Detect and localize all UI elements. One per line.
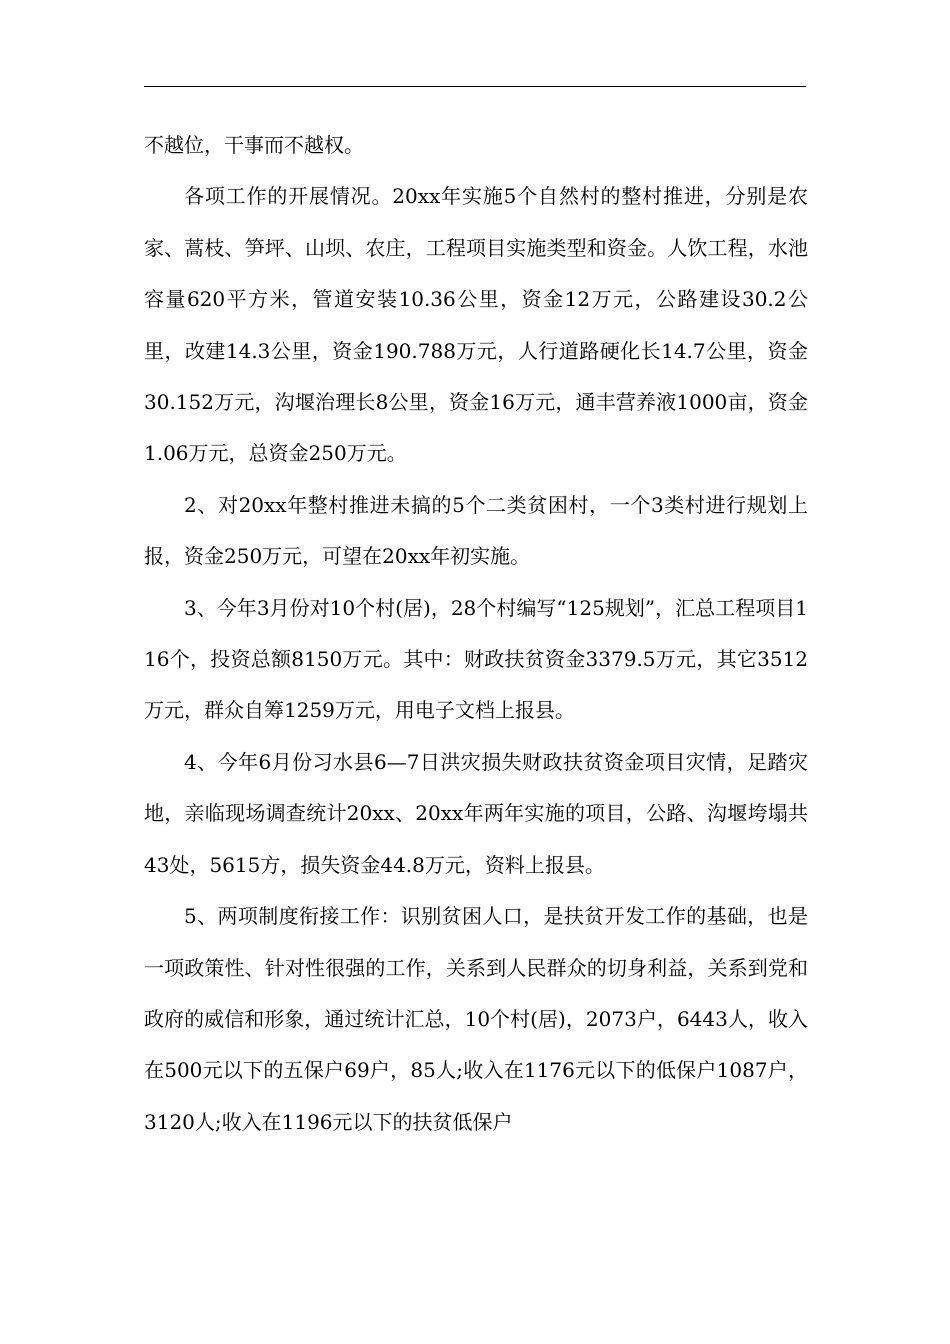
header-rule [144, 86, 806, 87]
paragraph-item-3: 3、今年3月份对10个村(居)，28个村编写“125规划”，汇总工程项目116个，投资总额8150万元。其中：财政扶贫资金3379.5万元，其它3512万元，群众自筹1259万元，用电子文档上报县。 [144, 595, 808, 723]
paragraph-item-5: 5、两项制度衔接工作：识别贫困人口，是扶贫开发工作的基础，也是一项政策性、针对性很强的工作，关系到人民群众的切身利益，关系到党和政府的威信和形象，通过统计汇总，10个村(居)，2073户，6443人，收入在500元以下的五保户69户，85人;收入在1176元以下的低保户1087户，3120人;收入在1196元以下的扶贫低保户 [144, 904, 808, 1134]
document-body [144, 120, 808, 1148]
paragraph-continuation: 不越位，干事而不越权。 [144, 133, 364, 157]
paragraph-item-4: 4、今年6月份习水县6—7日洪灾损失财政扶贫资金项目灾情，足踏灾地，亲临现场调查统计20xx、20xx年两年实施的项目，公路、沟堰垮塌共43处，5615方，损失资金44.8万元，资料上报县。 [144, 749, 808, 877]
paragraph-item-2: 2、对20xx年整村推进未搞的5个二类贫困村，一个3类村进行规划上报，资金250万元，可望在20xx年初实施。 [144, 492, 808, 569]
paragraph-work-progress: 各项工作的开展情况。20xx年实施5个自然村的整村推进，分别是农家、蒿枝、笋坪、山坝、农庄，工程项目实施类型和资金。人饮工程，水池容量620平方米，管道安装10.36公里，资金12万元，公路建设30.2公里，改建14.3公里，资金190.788万元，人行道路硬化长14.7公里，资金30.152万元，沟堰治理长8公里，资金16万元，通丰营养液1000亩，资金1.06万元，总资金250万元。 [144, 184, 808, 466]
